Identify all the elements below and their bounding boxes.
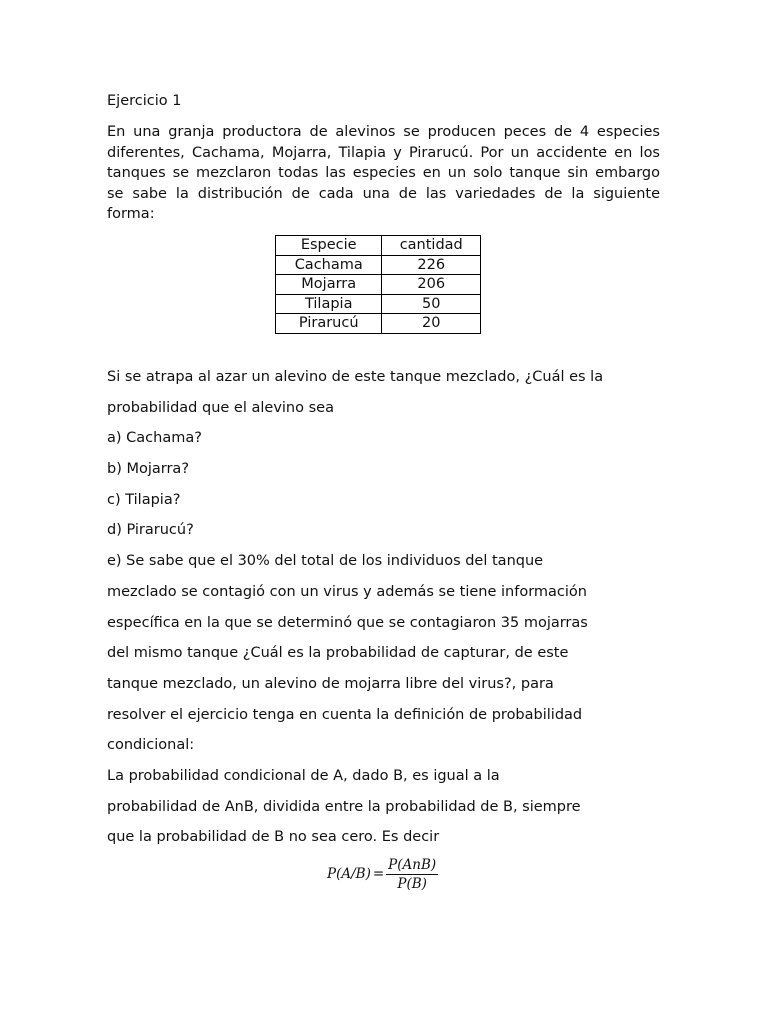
text-line: tanque mezclado, un alevino de mojarra libre del virus?, para	[107, 675, 554, 692]
table-cell: Mojarra	[276, 275, 382, 295]
option-e: e) Se sabe que el 30% del total de los individuos del tanque	[107, 553, 544, 570]
text-line: condicional:	[107, 737, 195, 754]
question-text	[107, 362, 603, 853]
option-d: d) Pirarucú?	[107, 522, 194, 539]
intro-line: En una granja productora de alevinos se producen peces de 4 especies	[107, 124, 660, 140]
option-a: a) Cachama?	[107, 430, 202, 447]
text-line: del mismo tanque ¿Cuál es la probabilidad de capturar, de este	[107, 645, 569, 662]
exercise-heading: Ejercicio 1	[107, 93, 182, 109]
table-header-row	[276, 236, 481, 256]
table-header-cell: Especie	[276, 236, 382, 256]
table-cell: 20	[382, 314, 481, 334]
table-row	[276, 294, 481, 314]
formula-numerator: P(AnB)	[388, 856, 437, 873]
formula-lhs: P(A/B)	[327, 866, 371, 882]
text-line: Si se atrapa al azar un alevino de este tanque mezclado, ¿Cuál es la	[107, 369, 604, 385]
text-line: La probabilidad condicional de A, dado B, es igual a la	[107, 767, 500, 784]
text-line: que la probabilidad de B no sea cero. Es decir	[107, 829, 440, 846]
formula-denominator: P(B)	[397, 875, 427, 892]
conditional-probability-formula	[327, 852, 438, 896]
formula-equals: =	[372, 866, 385, 882]
table-cell: 50	[382, 294, 481, 314]
text-line: específica en la que se determinó que se contagiaron 35 mojarras	[107, 614, 588, 631]
text-line: resolver el ejercicio tenga en cuenta la definición de probabilidad	[107, 706, 583, 723]
option-b: b) Mojarra?	[107, 461, 190, 478]
text-line: probabilidad que el alevino sea	[107, 399, 334, 416]
intro-line: forma:	[107, 206, 155, 222]
table-cell: Cachama	[276, 255, 382, 275]
option-c: c) Tilapia?	[107, 491, 181, 508]
species-table	[275, 235, 481, 334]
intro-paragraph	[107, 122, 660, 225]
table-row	[276, 314, 481, 334]
formula-fraction	[386, 857, 438, 892]
intro-line: se sabe la distribución de cada una de las variedades de la siguiente	[107, 185, 660, 202]
table-header-cell: cantidad	[382, 236, 481, 256]
table-cell: 226	[382, 255, 481, 275]
text-line: probabilidad de AnB, dividida entre la probabilidad de B, siempre	[107, 798, 581, 815]
table-cell: 206	[382, 275, 481, 295]
intro-line: diferentes, Cachama, Mojarra, Tilapia y Pirarucú. Por un accidente en los	[107, 144, 660, 161]
table-row	[276, 255, 481, 275]
text-line: mezclado se contagió con un virus y además se tiene información	[107, 583, 587, 600]
table-row	[276, 275, 481, 295]
table-cell: Pirarucú	[276, 314, 382, 334]
table-cell: Tilapia	[276, 294, 382, 314]
intro-line: tanques se mezclaron todas las especies en un solo tanque sin embargo	[107, 165, 660, 181]
